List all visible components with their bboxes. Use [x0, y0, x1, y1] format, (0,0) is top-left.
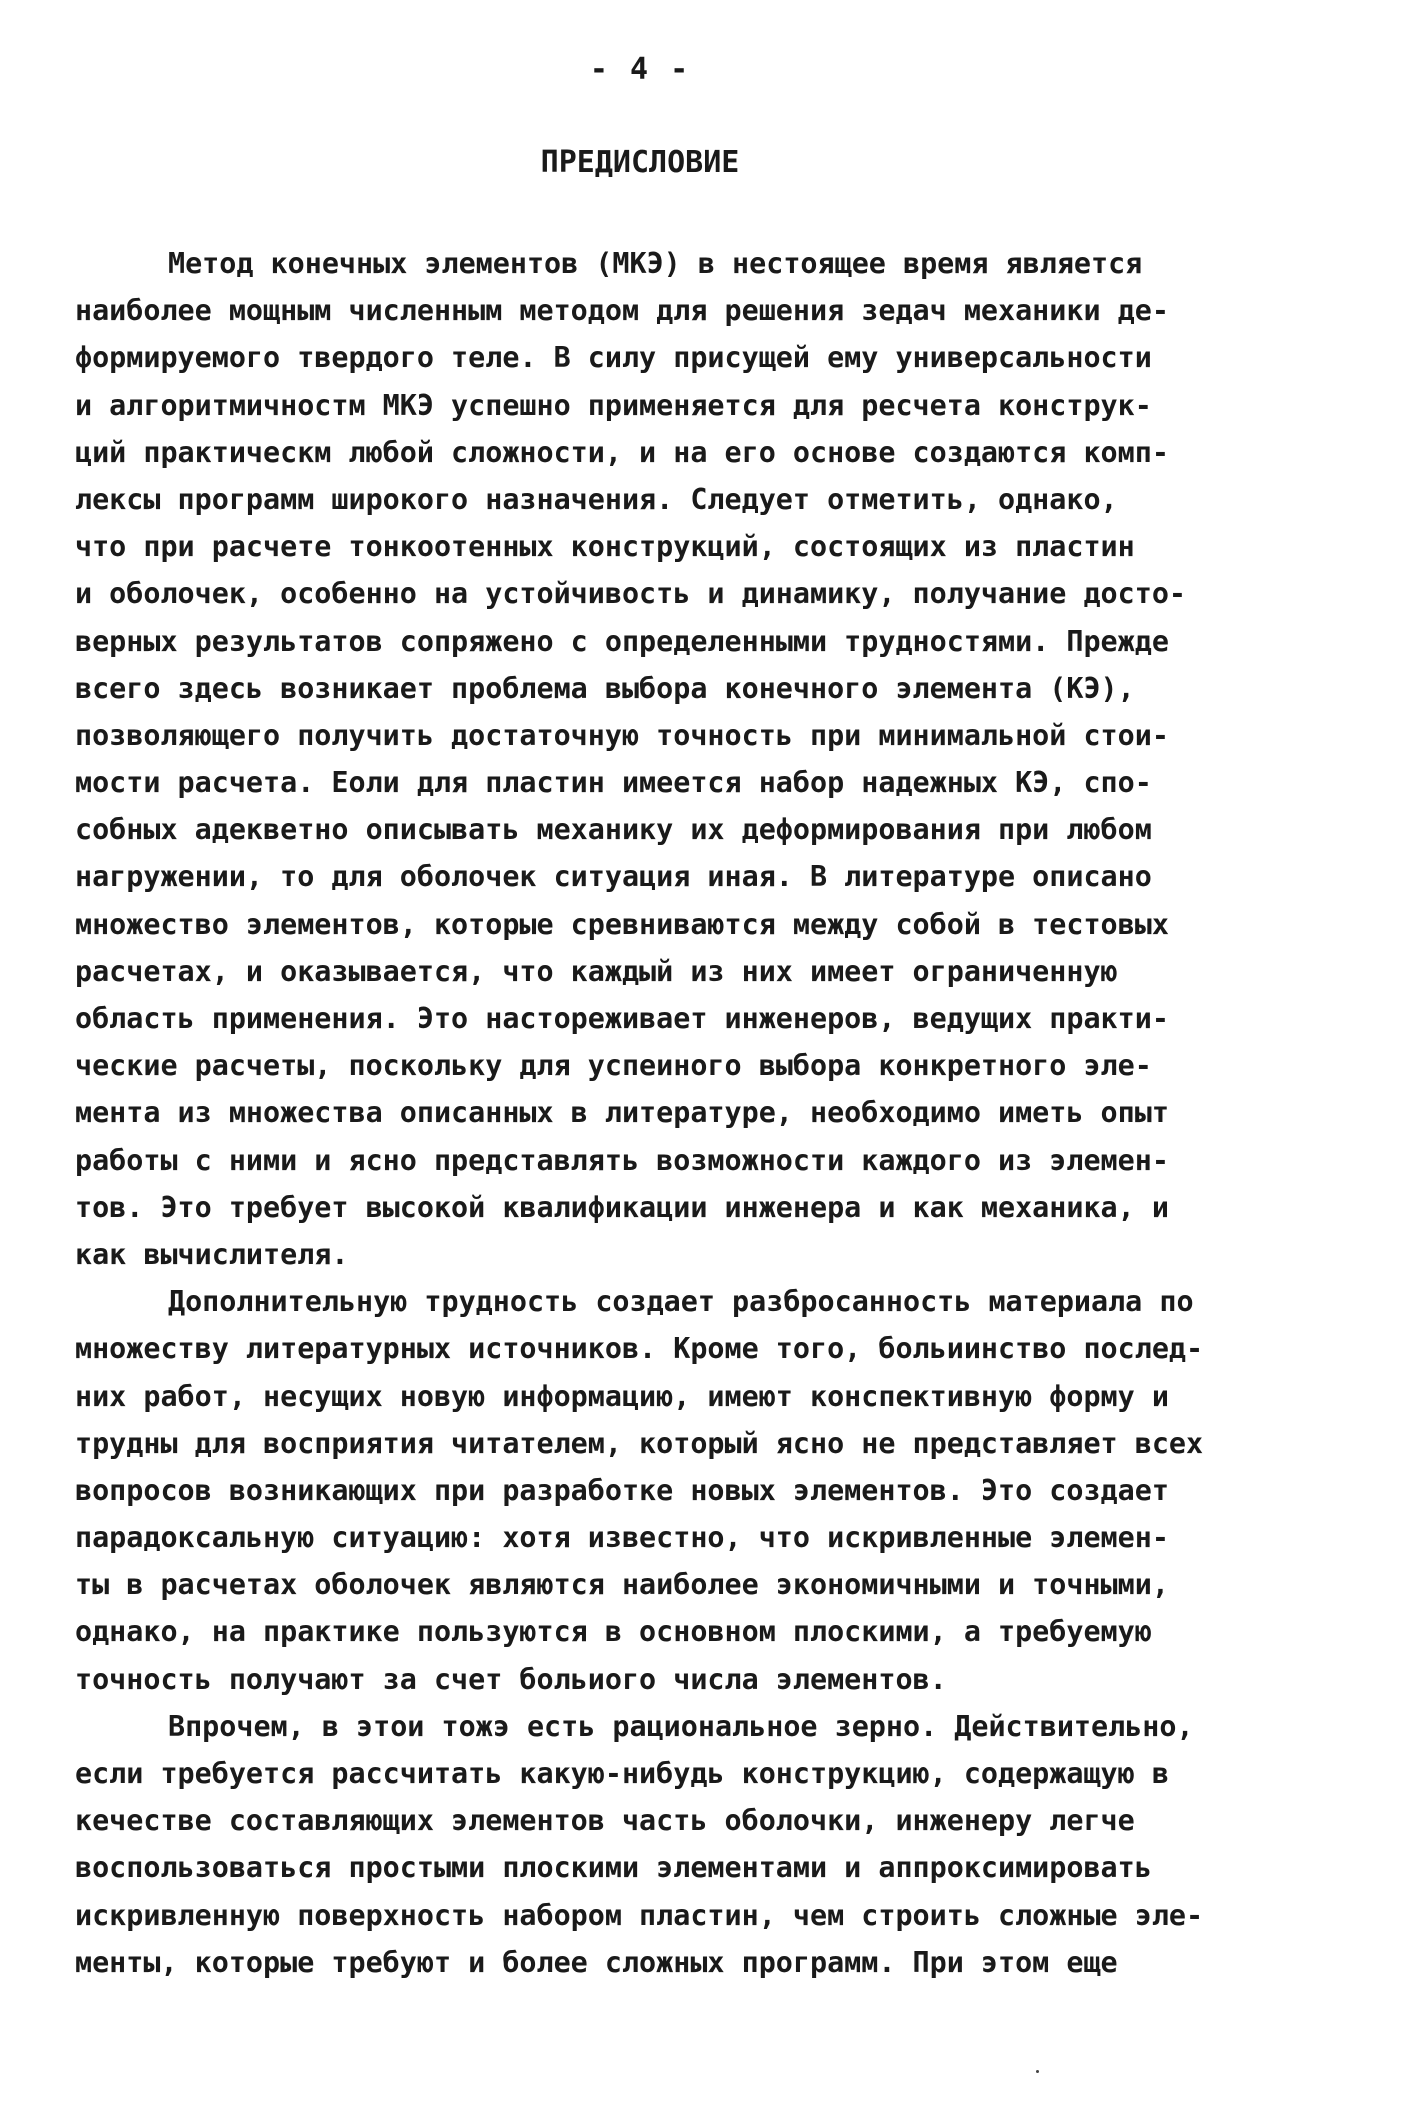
text-line: трудны для восприятия читателем, который ясно не представляет всех — [75, 1426, 1204, 1460]
text-line: работы с ними и ясно представлять возможности каждого из элемен- — [75, 1143, 1169, 1177]
text-line: собных адекветно описывать механику их деформирования при любом — [75, 813, 1152, 847]
text-line: и алгоритмичностм МКЭ успешно применяется для ресчета конструк- — [75, 388, 1152, 422]
text-line: нагружении, то для оболочек ситуация иная. В литературе описано — [75, 860, 1152, 894]
text-line: ций практическм любой сложности, и на его основе создаются комп- — [75, 435, 1169, 469]
text-line: мента из множества описанных в литературе, необходимо иметь опыт — [75, 1096, 1169, 1130]
text-line: воспользоваться простыми плоскими элементами и аппроксимировать — [75, 1851, 1152, 1885]
text-line: всего здесь возникает проблема выбора конечного элемента (КЭ), — [75, 671, 1135, 705]
scan-speck — [1036, 2070, 1039, 2073]
text-line: лексы программ широкого назначения. Следует отметить, однако, — [75, 482, 1118, 516]
text-line: точность получают за счет больиого числа элементов. — [75, 1662, 947, 1696]
text-line: ты в расчетах оболочек являются наиболее экономичными и точными, — [75, 1568, 1169, 1602]
text-line: наиболее мощным численным методом для решения зедач механики де- — [75, 294, 1169, 328]
text-line: искривленную поверхность набором пластин, чем строить сложные эле- — [75, 1898, 1204, 1932]
text-line: менты, которые требуют и более сложных программ. При этом еще — [75, 1945, 1118, 1979]
text-line: ческие расчеты, поскольку для успеиного выбора конкретного эле- — [75, 1049, 1152, 1083]
text-line: Впрочем, в этои тожэ есть рациональное зерно. Действительно, — [168, 1709, 1194, 1743]
text-line: Дополнительную трудность создает разбросанность материала по — [168, 1285, 1194, 1319]
text-line: множеству литературных источников. Кроме того, больиинство послед- — [75, 1332, 1204, 1366]
text-line: них работ, несущих новую информацию, имеют конспективную форму и — [75, 1379, 1169, 1413]
text-line: расчетах, и оказывается, что каждый из них имеет ограниченную — [75, 954, 1118, 988]
text-line: парадоксальную ситуацию: хотя известно, что искривленные элемен- — [75, 1521, 1169, 1555]
text-line: формируемого твердого теле. В силу присущей ему универсальности — [75, 341, 1152, 375]
text-line: вопросов возникающих при разработке новых элементов. Это создает — [75, 1473, 1169, 1507]
text-line: как вычислителя. — [75, 1237, 349, 1271]
text-line: позволяющего получить достаточную точность при минимальной стои- — [75, 718, 1169, 752]
body-text — [75, 240, 1365, 1986]
section-heading: ПРЕДИСЛОВИЕ — [540, 145, 740, 180]
text-line: что при расчете тонкоотенных конструкций, состоящих из пластин — [75, 530, 1135, 564]
text-line: однако, на практике пользуются в основном плоскими, а требуемую — [75, 1615, 1152, 1649]
text-line: Метод конечных элементов (МКЭ) в нестоящее время является — [168, 247, 1143, 280]
text-line: если требуется рассчитать какую-нибудь конструкцию, содержащую в — [75, 1757, 1169, 1790]
text-line: и оболочек, особенно на устойчивость и динамику, получание досто- — [75, 577, 1187, 611]
text-line: область применения. Это настореживает инженеров, ведущих практи- — [75, 1002, 1169, 1035]
text-line: множество элементов, которые сревниваются между собой в тестовых — [75, 907, 1169, 941]
text-line: верных результатов сопряжено с определенными трудностями. Прежде — [75, 624, 1169, 658]
page-number: - 4 - — [589, 52, 691, 87]
text-line: мости расчета. Еоли для пластин имеется набор надежных КЭ, спо- — [75, 766, 1152, 800]
text-line: кечестве составляющих элементов часть оболочки, инженеру легче — [75, 1804, 1135, 1838]
text-line: тов. Это требует высокой квалификации инженера и как механика, и — [75, 1190, 1169, 1224]
